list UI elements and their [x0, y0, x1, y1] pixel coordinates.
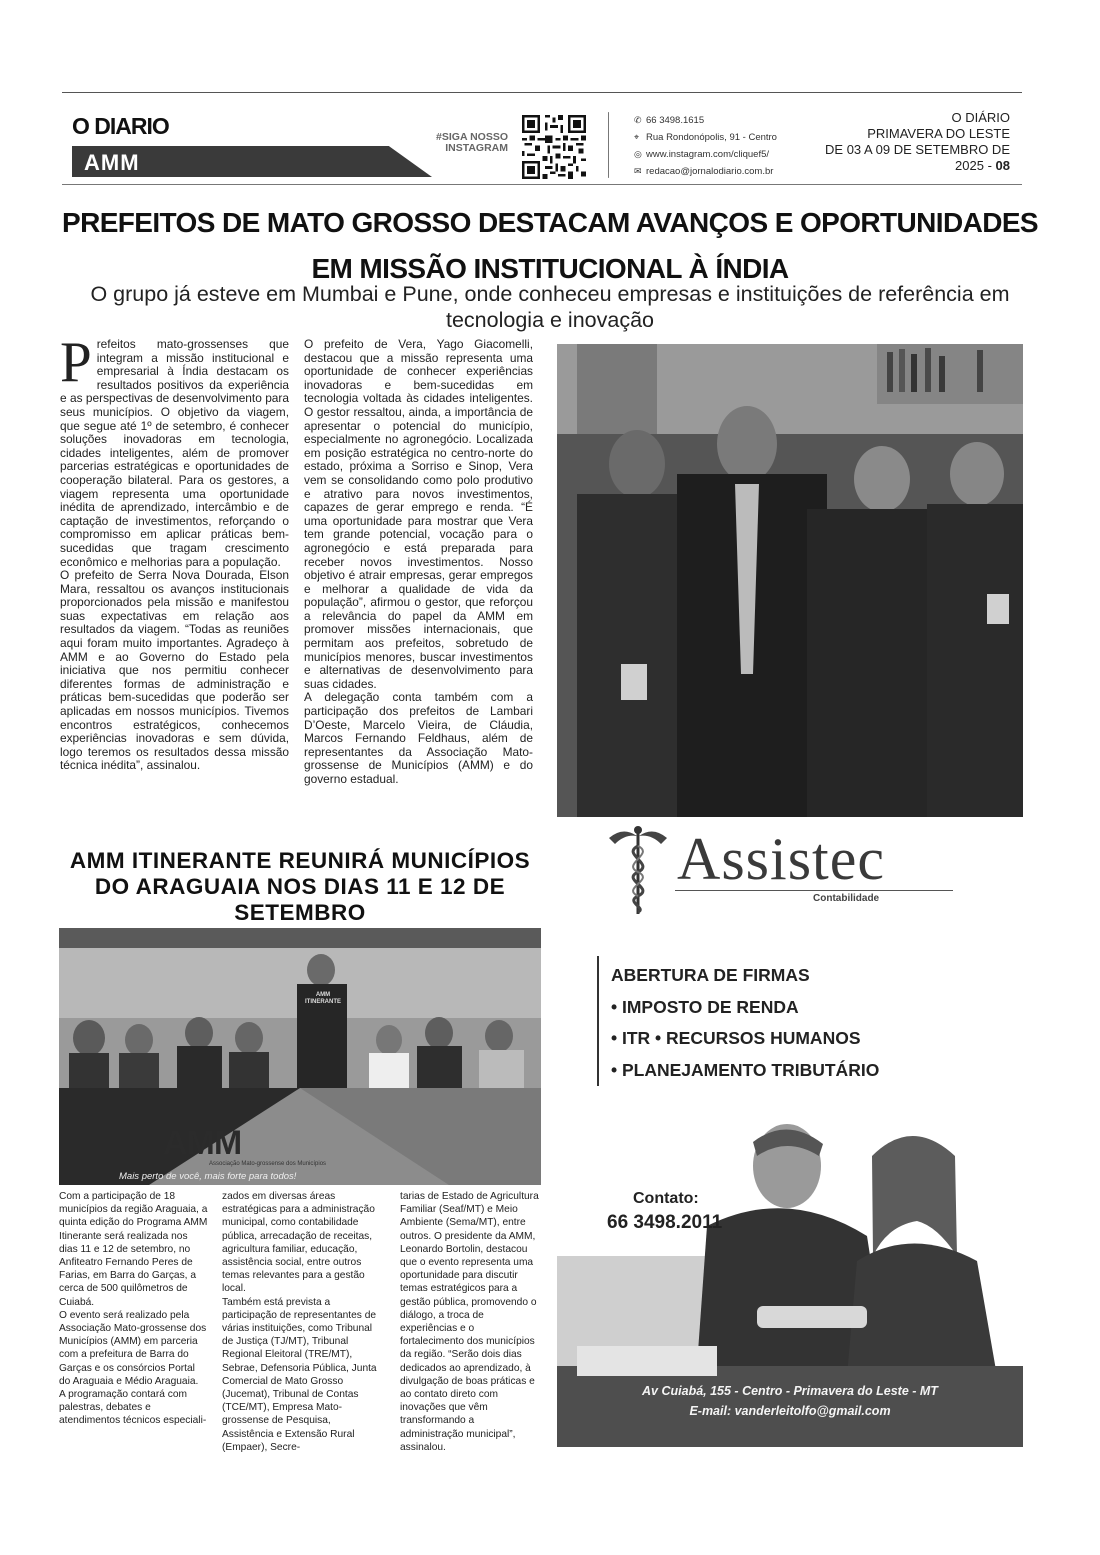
amm-banner-org: Associação Mato-grossense dos Municípios: [209, 1161, 327, 1167]
location-pin-icon: ⌖: [634, 132, 640, 142]
contact-instagram[interactable]: ◎ www.instagram.com/cliquef5/: [634, 146, 814, 163]
ad-services: [611, 960, 879, 1086]
ad-brand-underline: [675, 890, 953, 891]
ad-service-item: • PLANEJAMENTO TRIBUTÁRIO: [611, 1059, 880, 1080]
article2-headline: AMM ITINERANTE REUNIRÁ MUNICÍPIOS DO ARAGUAIA NOS DIAS 11 E 12 DE SETEMBRO: [69, 848, 531, 925]
article1-paragraph: refeitos mato-grossenses que integram a missão institucional e empresarial à Índia destacam os resultados positivos da experiência e as perspectivas de desenvolvimento para seus municípios. O objetivo da viagem, que segue até 1º de setembro, é conhecer soluções inovadoras em tecnologia, cidades inteligentes, além de promover parcerias estratégicas e oportunidades de cooperação bilateral. Para os gestores, a viagem representa uma oportunidade inédita de aprendizado, intercâmbio e de captação de investimentos, reforçando o compromisso em aplicar práticas bem-sucedidas que tragam crescimento econômico e melhorias para a população.: [60, 337, 289, 569]
edition-city: PRIMAVERA DO LESTE: [867, 126, 1010, 141]
instagram-icon: ◎: [634, 149, 642, 159]
ad-email[interactable]: E-mail: vanderleitolfo@gmail.com: [689, 1404, 891, 1418]
qr-code-icon[interactable]: [522, 115, 586, 179]
article2-paragraph: A programação contará com palestras, debates e atendimentos técnicos especiali-: [59, 1389, 207, 1427]
article2-paragraph: zados em diversas áreas estratégicas para a administração municipal, como contabilidade pública, arrecadação de receitas, agricultura familiar, educação, assistência social, entre outros temas relevantes para a gestão local.: [222, 1191, 375, 1295]
whatsapp-icon: ✆: [634, 115, 642, 125]
ad-service-item: • ITR • RECURSOS HUMANOS: [611, 1028, 861, 1048]
article1-column-1: [60, 331, 289, 773]
email-icon: ✉: [634, 166, 642, 176]
amm-banner-slogan: Mais perto de você, mais forte para todos!: [119, 1171, 297, 1182]
ad-brand-name: Assistec: [677, 826, 885, 892]
article2-paragraph: O evento será realizado pela Associação Mato-grossense dos Municípios (AMM) em parceria com a prefeitura de Barra do Garças e os consórcios Portal do Araguaia e Médio Araguaia.: [59, 1309, 207, 1387]
edition-info: [820, 110, 1010, 174]
speaker-shirt-text: AMM ITINERANTE: [305, 992, 341, 1005]
ad-service-item: • IMPOSTO DE RENDA: [611, 996, 799, 1017]
article1-paragraph: O prefeito de Vera, Yago Giacomelli, destacou que a missão representa uma oportunidade de conhecer experiências inovadoras e bem-sucedidas em tecnologia voltada às cidades inteligentes. O gestor ressaltou, ainda, a importância de apresentar o potencial do município, especialmente no agronegócio. Localizada em posição estratégica no centro-norte do estado, próxima a Sorriso e Sinop, Vera vem se consolidando como polo produtivo e atrativo para novos investimentos, capazes de gerar emprego e renda. “É uma oportunidade para mostrar que Vera tem grande potencial, vocação para o agronegócio e está preparada para receber novos investimentos. Nosso objetivo é atrair empresas, gerar empregos e melhorar a qualidade de vida da população”, afirmou o gestor, que reforçou a relevância do papel da AMM em promover missões internacionais, que permitam aos prefeitos, sobretudo de municípios menores, buscar investimentos e alternativas de desenvolvimento para suas cidades.: [304, 337, 533, 691]
ad-phone[interactable]: 66 3498.2011: [607, 1212, 723, 1233]
article1-paragraph: A delegação conta também com a participação dos prefeitos de Lambari D’Oeste, Marcelo Vieira, de Cláudia, Marcos Fernando Feldhaus, além de representantes da Associação Mato-grossense de Municípios (AMM) e do governo estadual.: [304, 690, 533, 786]
article2-paragraph: Também está prevista a participação de representantes de várias instituições, como Tribunal de Justiça (TJ/MT), Tribunal Regional Eleitoral (TRE/MT), Sebrae, Defensoria Pública, Junta Comercial de Mato Grosso (Jucemat), Tribunal de Contas (TCE/MT), Empresa Mato-grossense de Pesquisa, Assistência e Extensão Rural (Empaer), Secre-: [222, 1296, 377, 1453]
page-number: 08: [995, 158, 1010, 173]
event-photo: [59, 928, 541, 1185]
headline-line1: PREFEITOS DE MATO GROSSO DESTACAM AVANÇOS E OPORTUNIDADES: [62, 207, 1038, 238]
edition-paper: O DIÁRIO: [951, 110, 1010, 125]
edition-dates: DE 03 A 09 DE SETEMBRO DE: [825, 142, 1010, 157]
article1-paragraph: O prefeito de Serra Nova Dourada, Elson Mara, ressaltou os avanços institucionais proporcionados pela missão e manifestou suas expectativas em relação aos resultados da viagem. “Todas as reuniões aqui foram muito importantes. Agradeço à AMM e ao Governo do Estado pela iniciativa que nos permitiu conhecer diferentes formas de administração e práticas bem-sucedidas que poderão ser aplicadas em nossos municípios. Tivemos encontros estratégicos, conhecemos experiências inovadoras e sem dúvida, logo teremos os resultados dessa missão técnica inédita”, assinalou.: [60, 568, 289, 773]
contact-address: ⌖ Rua Rondonópolis, 91 - Centro: [634, 129, 814, 146]
article1-column-2: [304, 338, 533, 787]
top-rule: [62, 92, 1022, 93]
article2-column-2: [222, 1190, 377, 1454]
headline-line2: EM MISSÃO INSTITUCIONAL À ÍNDIA: [311, 253, 789, 284]
assistec-advertisement[interactable]: [557, 816, 1023, 1447]
article2-column-1: [59, 1190, 209, 1428]
article1-headline: [40, 200, 1060, 292]
contact-phone[interactable]: ✆ 66 3498.1615: [634, 112, 814, 129]
ad-tagline: Contabilidade: [813, 893, 880, 904]
article2-column-3: [400, 1190, 540, 1454]
photo-illustration: [59, 928, 541, 1185]
header-divider: [608, 112, 609, 178]
drop-cap: P: [60, 331, 92, 394]
ad-service-item: ABERTURA DE FIRMAS: [611, 965, 810, 985]
photo-illustration: [557, 344, 1023, 817]
caduceus-icon: [603, 822, 673, 918]
delegation-photo: [557, 344, 1023, 817]
article1-subhead: O grupo já esteve em Mumbai e Pune, onde conheceu empresas e instituições de referência em tecnologia e inovação: [90, 282, 1010, 332]
ad-contact-label: Contato:: [633, 1190, 699, 1207]
newspaper-brand: O DIARIO: [72, 113, 169, 139]
amm-banner-logo: AMM: [163, 1124, 242, 1162]
contact-email[interactable]: ✉ redacao@jornalodiario.com.br: [634, 163, 814, 180]
header-bottom-rule: [62, 184, 1022, 185]
instagram-prompt: #SIGA NOSSO INSTAGRAM: [436, 131, 508, 154]
ad-address: Av Cuiabá, 155 - Centro - Primavera do Leste - MT: [642, 1384, 938, 1398]
section-label: AMM: [84, 150, 140, 175]
article2-paragraph: Com a participação de 18 municípios da região Araguaia, a quinta edição do Programa AMM Itinerante será realizada nos dias 11 e 12 de setembro, no Anfiteatro Fernando Peres de Farias, em Barra do Garças, a cerca de 500 quilômetros de Cuiabá.: [59, 1191, 208, 1308]
contact-block: [634, 112, 814, 180]
edition-year-page: [820, 158, 1010, 174]
article2-paragraph: tarias de Estado de Agricultura Familiar (Seaf/MT) e Meio Ambiente (Sema/MT), entre outros. O presidente da AMM, Leonardo Bortolin, destacou que o evento representa uma oportunidade para discutir temas estratégicos para a gestão pública, promovendo o diálogo, a troca de experiências e o fortalecimento dos municípios da região. “Serão dois dias dedicados ao aprendizado, à divulgação de boas práticas e ao contato direto com inovações que vêm transformando a administração municipal”, assinalou.: [400, 1191, 539, 1453]
edition-year: 2025 -: [955, 158, 992, 173]
